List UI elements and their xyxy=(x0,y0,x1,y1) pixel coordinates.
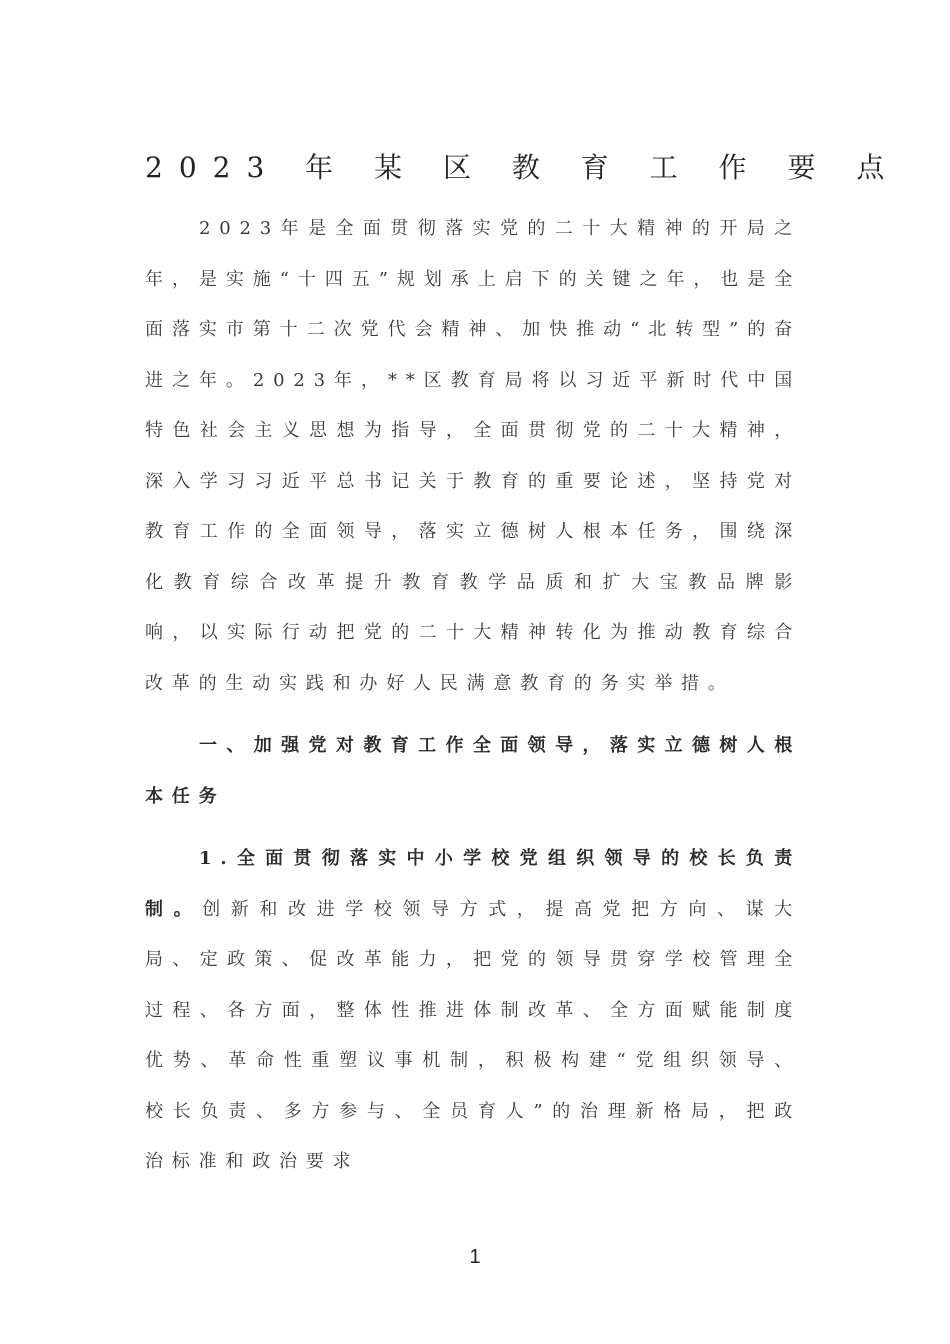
intro-paragraph: 2023年是全面贯彻落实党的二十大精神的开局之年，是实施“十四五”规划承上启下的关键之年，也是全面落实市第十二次党代会精神、加快推动“北转型”的奋进之年。2023年，**区教育局将以习近平新时代中国特色社会主义思想为指导，全面贯彻党的二十大精神，深入学习习近平总书记关于教育的重要论述，坚持党对教育工作的全面领导，落实立德树人根本任务，围绕深化教育综合改革提升教育教学品质和扩大宝教品牌影响，以实际行动把党的二十大精神转化为推动教育综合改革的生动实践和办好人民满意教育的务实举措。 xyxy=(145,218,801,694)
item-1-body: 创新和改进学校领导方式，提高党把方向、谋大局、定政策、促改革能力，把党的领导贯穿学校管理全过程、各方面，整体性推进体制改革、全方面赋能制度优势、革命性重塑议事机制，积极构建“党组织领导、校长负责、多方参与、全员育人”的治理新格局，把政治标准和政治要求 xyxy=(145,898,801,1172)
page-number: 1 xyxy=(469,1246,481,1268)
section-heading-1: 一、加强党对教育工作全面领导，落实立德树人根本任务 xyxy=(145,735,801,807)
item-1-paragraph xyxy=(145,834,801,1188)
item-1-lead: 1.全面贯彻落实中小学校党组织领导的校长负责制。 xyxy=(145,848,801,920)
document-title: 2023 年 某 区 教 育 工 作 要 点 xyxy=(145,151,901,184)
